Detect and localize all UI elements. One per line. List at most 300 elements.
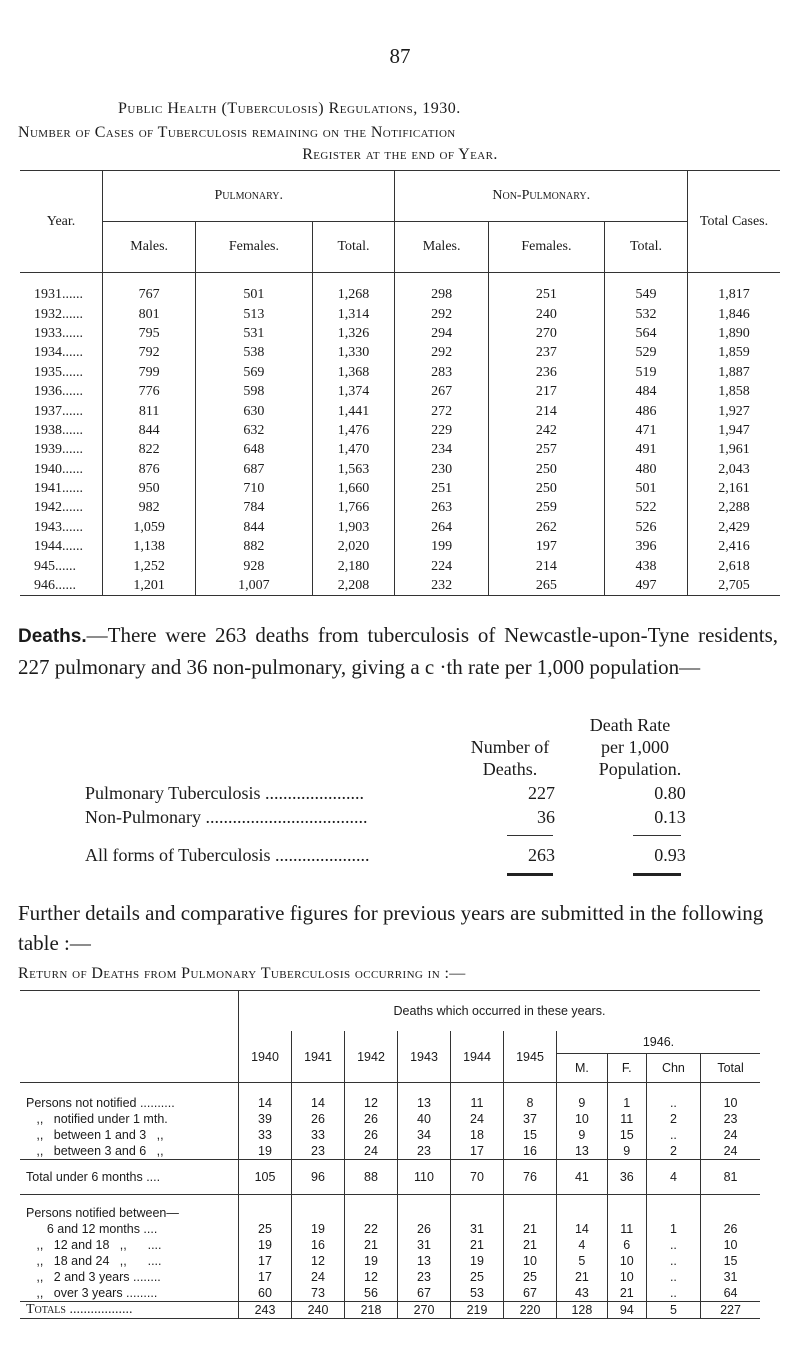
register-row — [20, 576, 780, 596]
value-cell: 81 — [701, 1160, 760, 1195]
value-cell: 24 — [701, 1127, 760, 1143]
row-label: 6 and 12 months .... — [26, 1222, 158, 1236]
subcolumn-header: M. — [557, 1054, 608, 1083]
value-cell: 10 — [607, 1253, 646, 1269]
value-cell: 21 — [504, 1221, 557, 1237]
value-cell: 532 — [605, 304, 688, 323]
col-np-females: Females. — [488, 222, 604, 273]
value-cell: 31 — [701, 1269, 760, 1285]
empty-cell — [504, 1195, 557, 1222]
year-cell: 1941...... — [34, 481, 83, 497]
row-label: ,, notified under 1 mth. — [26, 1112, 168, 1126]
title-line-2: Number of Cases of Tuberculosis remaining on the Notification — [18, 124, 456, 141]
value-cell: 34 — [398, 1127, 451, 1143]
value-cell: 1,470 — [312, 440, 395, 459]
register-row — [20, 479, 780, 498]
value-cell: 14 — [239, 1083, 292, 1112]
value-cell: 21 — [451, 1237, 504, 1253]
value-cell: 799 — [103, 363, 196, 382]
summary-rate: 0.13 — [654, 807, 686, 827]
value-cell: 1 — [607, 1083, 646, 1112]
summary-label: Non-Pulmonary .................................... — [85, 807, 368, 827]
value-cell: 16 — [292, 1237, 345, 1253]
row-label: ,, between 3 and 6 ,, — [26, 1144, 164, 1158]
value-cell: .. — [646, 1127, 700, 1143]
value-cell: 232 — [395, 576, 488, 596]
value-cell: 251 — [395, 479, 488, 498]
value-cell: 10 — [504, 1253, 557, 1269]
year-header: 1944 — [451, 1031, 504, 1083]
value-cell: 1,007 — [196, 576, 312, 596]
value-cell: 767 — [103, 273, 196, 305]
col-total-cases: Total Cases. — [688, 171, 781, 273]
deaths-row — [20, 1143, 760, 1160]
value-cell: 24 — [345, 1143, 398, 1160]
divider — [633, 835, 681, 836]
value-cell: 811 — [103, 401, 196, 420]
value-cell: 19 — [239, 1143, 292, 1160]
deaths-row — [20, 1285, 760, 1302]
year-cell: 1942...... — [34, 500, 83, 516]
value-cell: 1,859 — [688, 343, 781, 362]
value-cell: 37 — [504, 1111, 557, 1127]
value-cell: 1,846 — [688, 304, 781, 323]
value-cell: 2,416 — [688, 537, 781, 556]
value-cell: 21 — [345, 1237, 398, 1253]
value-cell: 14 — [292, 1083, 345, 1112]
register-row — [20, 421, 780, 440]
value-cell: 1,441 — [312, 401, 395, 420]
value-cell: 822 — [103, 440, 196, 459]
year-cell: 1937...... — [34, 403, 83, 419]
deaths-paragraph — [18, 620, 778, 682]
value-cell: 26 — [398, 1221, 451, 1237]
value-cell: 17 — [239, 1269, 292, 1285]
value-cell: 5 — [557, 1253, 608, 1269]
register-table — [20, 170, 780, 596]
value-cell: 17 — [451, 1143, 504, 1160]
value-cell: 39 — [239, 1111, 292, 1127]
value-cell: 23 — [292, 1143, 345, 1160]
value-cell: 569 — [196, 363, 312, 382]
value-cell: 219 — [451, 1302, 504, 1319]
row-label: Totals .................. — [20, 1302, 239, 1319]
head-rate-1: Death Rate — [589, 715, 671, 735]
col-pul-total: Total. — [312, 222, 395, 273]
value-cell: 2 — [646, 1111, 700, 1127]
register-row — [20, 304, 780, 323]
value-cell: 9 — [557, 1127, 608, 1143]
year-cell: 1933...... — [34, 325, 83, 341]
value-cell: 4 — [557, 1237, 608, 1253]
value-cell: 298 — [395, 273, 488, 305]
value-cell: 217 — [488, 382, 604, 401]
value-cell: 1,374 — [312, 382, 395, 401]
value-cell: 240 — [292, 1302, 345, 1319]
value-cell: 784 — [196, 498, 312, 517]
row-label: ,, between 1 and 3 ,, — [26, 1128, 164, 1142]
year-header: 1945 — [504, 1031, 557, 1083]
col-np-total: Total. — [605, 222, 688, 273]
value-cell: 12 — [345, 1083, 398, 1112]
col-np-males: Males. — [395, 222, 488, 273]
value-cell: 23 — [398, 1143, 451, 1160]
value-cell: 501 — [605, 479, 688, 498]
summary-total-label: All forms of Tuberculosis ..................... — [85, 845, 370, 865]
value-cell: 480 — [605, 460, 688, 479]
value-cell: 110 — [398, 1160, 451, 1195]
value-cell: 25 — [504, 1269, 557, 1285]
deaths-row — [20, 1127, 760, 1143]
value-cell: 26 — [345, 1127, 398, 1143]
value-cell: 67 — [398, 1285, 451, 1302]
register-row — [20, 440, 780, 459]
value-cell: 11 — [607, 1221, 646, 1237]
group-pulmonary: Pulmonary. — [103, 171, 395, 222]
value-cell: 1 — [646, 1221, 700, 1237]
value-cell: 53 — [451, 1285, 504, 1302]
value-cell: 21 — [607, 1285, 646, 1302]
value-cell: 214 — [488, 556, 604, 575]
value-cell: 14 — [557, 1221, 608, 1237]
summary-row — [85, 807, 725, 829]
year-cell: 1934...... — [34, 345, 83, 361]
register-row — [20, 382, 780, 401]
year-header: 1940 — [239, 1031, 292, 1083]
value-cell: 6 — [607, 1237, 646, 1253]
value-cell: 2,161 — [688, 479, 781, 498]
divider — [507, 835, 553, 836]
value-cell: 19 — [292, 1221, 345, 1237]
deaths-row — [20, 1221, 760, 1237]
deaths-table-caption: Deaths which occurred in these years. — [239, 991, 761, 1032]
value-cell: 10 — [701, 1083, 760, 1112]
value-cell: 10 — [557, 1111, 608, 1127]
value-cell: 1,927 — [688, 401, 781, 420]
value-cell: 218 — [345, 1302, 398, 1319]
register-row — [20, 363, 780, 382]
head-number-2: Deaths. — [482, 759, 538, 779]
value-cell: 41 — [557, 1160, 608, 1195]
value-cell: 33 — [292, 1127, 345, 1143]
value-cell: 88 — [345, 1160, 398, 1195]
summary-row — [85, 783, 725, 805]
deaths-row — [20, 1111, 760, 1127]
value-cell: 270 — [488, 324, 604, 343]
empty-cell — [451, 1195, 504, 1222]
value-cell: 237 — [488, 343, 604, 362]
value-cell: 33 — [239, 1127, 292, 1143]
value-cell: 501 — [196, 273, 312, 305]
value-cell: 24 — [292, 1269, 345, 1285]
value-cell: 16 — [504, 1143, 557, 1160]
notified-subheading: Persons notified between— — [20, 1195, 239, 1222]
value-cell: 10 — [607, 1269, 646, 1285]
year-1946-header: 1946. — [557, 1031, 761, 1054]
year-cell: 1932...... — [34, 306, 83, 322]
value-cell: 882 — [196, 537, 312, 556]
head-rate-2: per 1,000 — [601, 737, 669, 757]
value-cell: 25 — [451, 1269, 504, 1285]
value-cell: 197 — [488, 537, 604, 556]
col-year: Year. — [20, 171, 103, 273]
deaths-row — [20, 1237, 760, 1253]
value-cell: 1,330 — [312, 343, 395, 362]
value-cell: 1,858 — [688, 382, 781, 401]
empty-cell — [345, 1195, 398, 1222]
value-cell: 56 — [345, 1285, 398, 1302]
value-cell: 22 — [345, 1221, 398, 1237]
value-cell: 259 — [488, 498, 604, 517]
value-cell: 214 — [488, 401, 604, 420]
value-cell: 15 — [607, 1127, 646, 1143]
value-cell: 632 — [196, 421, 312, 440]
value-cell: 486 — [605, 401, 688, 420]
summary-total-number: 263 — [528, 845, 555, 865]
register-row — [20, 460, 780, 479]
year-header: 1943 — [398, 1031, 451, 1083]
value-cell: 60 — [239, 1285, 292, 1302]
value-cell: 538 — [196, 343, 312, 362]
title-line-1: Public Health (Tuberculosis) Regulations, 1930. — [118, 100, 461, 117]
value-cell: 2,020 — [312, 537, 395, 556]
further-paragraph: Further details and comparative figures for previous years are submitted in the following table :— — [18, 901, 764, 955]
value-cell: 5 — [646, 1302, 700, 1319]
year-header: 1942 — [345, 1031, 398, 1083]
value-cell: .. — [646, 1285, 700, 1302]
value-cell: 236 — [488, 363, 604, 382]
page-number: 87 — [389, 44, 411, 68]
value-cell: 262 — [488, 518, 604, 537]
value-cell: 257 — [488, 440, 604, 459]
value-cell: 9 — [607, 1143, 646, 1160]
value-cell: 1,326 — [312, 324, 395, 343]
deaths-lead: Deaths. — [18, 626, 87, 647]
value-cell: 549 — [605, 273, 688, 305]
value-cell: 687 — [196, 460, 312, 479]
value-cell: 270 — [398, 1302, 451, 1319]
value-cell: 263 — [395, 498, 488, 517]
value-cell: 1,314 — [312, 304, 395, 323]
value-cell: 10 — [701, 1237, 760, 1253]
value-cell: 1,059 — [103, 518, 196, 537]
summary-total-rate: 0.93 — [654, 845, 686, 865]
value-cell: 396 — [605, 537, 688, 556]
value-cell: 1,947 — [688, 421, 781, 440]
register-row — [20, 518, 780, 537]
value-cell: 220 — [504, 1302, 557, 1319]
value-cell: 19 — [345, 1253, 398, 1269]
value-cell: 15 — [701, 1253, 760, 1269]
divider — [507, 873, 553, 876]
value-cell: 21 — [557, 1269, 608, 1285]
empty-cell — [607, 1195, 646, 1222]
value-cell: 12 — [345, 1269, 398, 1285]
value-cell: 950 — [103, 479, 196, 498]
value-cell: 438 — [605, 556, 688, 575]
value-cell: 265 — [488, 576, 604, 596]
deaths-row — [20, 1160, 760, 1195]
summary-number: 36 — [537, 807, 555, 827]
value-cell: 1,660 — [312, 479, 395, 498]
value-cell: 21 — [504, 1237, 557, 1253]
empty-cell — [701, 1195, 760, 1222]
value-cell: 526 — [605, 518, 688, 537]
value-cell: 250 — [488, 460, 604, 479]
value-cell: 13 — [398, 1253, 451, 1269]
value-cell: 18 — [451, 1127, 504, 1143]
value-cell: 522 — [605, 498, 688, 517]
value-cell: 292 — [395, 304, 488, 323]
value-cell: 243 — [239, 1302, 292, 1319]
register-row — [20, 343, 780, 362]
value-cell: 1,201 — [103, 576, 196, 596]
register-row — [20, 556, 780, 575]
value-cell: 24 — [451, 1111, 504, 1127]
value-cell: 648 — [196, 440, 312, 459]
summary-label: Pulmonary Tuberculosis ...................... — [85, 783, 365, 803]
value-cell: 67 — [504, 1285, 557, 1302]
value-cell: 2,429 — [688, 518, 781, 537]
year-cell: 1931...... — [34, 287, 83, 303]
value-cell: 844 — [103, 421, 196, 440]
value-cell: 251 — [488, 273, 604, 305]
value-cell: 26 — [701, 1221, 760, 1237]
divider — [633, 873, 681, 876]
value-cell: 23 — [701, 1111, 760, 1127]
value-cell: 224 — [395, 556, 488, 575]
value-cell: 40 — [398, 1111, 451, 1127]
value-cell: 17 — [239, 1253, 292, 1269]
empty-cell — [398, 1195, 451, 1222]
title-line-3: Register at the end of Year. — [302, 146, 498, 163]
value-cell: 43 — [557, 1285, 608, 1302]
value-cell: 36 — [607, 1160, 646, 1195]
value-cell: 1,252 — [103, 556, 196, 575]
value-cell: 1,563 — [312, 460, 395, 479]
value-cell: 876 — [103, 460, 196, 479]
value-cell: 564 — [605, 324, 688, 343]
value-cell: 792 — [103, 343, 196, 362]
value-cell: 11 — [451, 1083, 504, 1112]
value-cell: 19 — [239, 1237, 292, 1253]
value-cell: 128 — [557, 1302, 608, 1319]
row-label: Persons not notified .......... — [20, 1083, 239, 1112]
value-cell: 272 — [395, 401, 488, 420]
deaths-row — [20, 1253, 760, 1269]
year-cell: 1944...... — [34, 539, 83, 555]
return-title: Return of Deaths from Pulmonary Tuberculosis occurring in :— — [18, 965, 466, 982]
value-cell: 8 — [504, 1083, 557, 1112]
value-cell: 776 — [103, 382, 196, 401]
value-cell: .. — [646, 1253, 700, 1269]
value-cell: 70 — [451, 1160, 504, 1195]
value-cell: 64 — [701, 1285, 760, 1302]
summary-number: 227 — [528, 783, 555, 803]
value-cell: 531 — [196, 324, 312, 343]
value-cell: 529 — [605, 343, 688, 362]
value-cell: 96 — [292, 1160, 345, 1195]
head-rate-3: Population. — [598, 759, 682, 779]
empty-cell — [557, 1195, 608, 1222]
year-cell: 1939...... — [34, 442, 83, 458]
value-cell: 229 — [395, 421, 488, 440]
value-cell: 2,288 — [688, 498, 781, 517]
value-cell: 1,476 — [312, 421, 395, 440]
value-cell: 94 — [607, 1302, 646, 1319]
value-cell: 471 — [605, 421, 688, 440]
value-cell: 24 — [701, 1143, 760, 1160]
row-label: Total under 6 months .... — [20, 1160, 239, 1195]
value-cell: 227 — [701, 1302, 760, 1319]
value-cell: 497 — [605, 576, 688, 596]
value-cell: 1,268 — [312, 273, 395, 305]
value-cell: 242 — [488, 421, 604, 440]
value-cell: 2,705 — [688, 576, 781, 596]
value-cell: 630 — [196, 401, 312, 420]
value-cell: 26 — [292, 1111, 345, 1127]
value-cell: 240 — [488, 304, 604, 323]
value-cell: 2 — [646, 1143, 700, 1160]
value-cell: 710 — [196, 479, 312, 498]
value-cell: 13 — [557, 1143, 608, 1160]
value-cell: 2,043 — [688, 460, 781, 479]
value-cell: 292 — [395, 343, 488, 362]
value-cell: 294 — [395, 324, 488, 343]
value-cell: 982 — [103, 498, 196, 517]
value-cell: 73 — [292, 1285, 345, 1302]
value-cell: 484 — [605, 382, 688, 401]
value-cell: 513 — [196, 304, 312, 323]
value-cell: 801 — [103, 304, 196, 323]
row-label: ,, 12 and 18 ,, .... — [26, 1238, 162, 1252]
value-cell: 26 — [345, 1111, 398, 1127]
register-row — [20, 498, 780, 517]
value-cell: 9 — [557, 1083, 608, 1112]
year-cell: 1935...... — [34, 364, 83, 380]
row-label: ,, 2 and 3 years ........ — [26, 1270, 161, 1284]
value-cell: 234 — [395, 440, 488, 459]
empty-cell — [239, 1195, 292, 1222]
empty-cell — [292, 1195, 345, 1222]
value-cell: .. — [646, 1269, 700, 1285]
value-cell: 1,961 — [688, 440, 781, 459]
register-row — [20, 273, 780, 305]
value-cell: 267 — [395, 382, 488, 401]
subcolumn-header: Total — [701, 1054, 760, 1083]
label-column-header — [20, 991, 239, 1083]
deaths-table — [20, 990, 760, 1319]
col-pul-females: Females. — [196, 222, 312, 273]
value-cell: 928 — [196, 556, 312, 575]
group-non-pulmonary: Non-Pulmonary. — [395, 171, 688, 222]
subcolumn-header: F. — [607, 1054, 646, 1083]
value-cell: 250 — [488, 479, 604, 498]
value-cell: 2,180 — [312, 556, 395, 575]
value-cell: 519 — [605, 363, 688, 382]
year-cell: 1938...... — [34, 422, 83, 438]
value-cell: 230 — [395, 460, 488, 479]
register-row — [20, 537, 780, 556]
value-cell: 11 — [607, 1111, 646, 1127]
value-cell: 12 — [292, 1253, 345, 1269]
summary-total-row — [85, 845, 725, 867]
value-cell: 1,903 — [312, 518, 395, 537]
empty-cell — [646, 1195, 700, 1222]
year-cell: 946...... — [34, 578, 76, 594]
head-number-1: Number of — [470, 737, 550, 757]
year-header: 1941 — [292, 1031, 345, 1083]
